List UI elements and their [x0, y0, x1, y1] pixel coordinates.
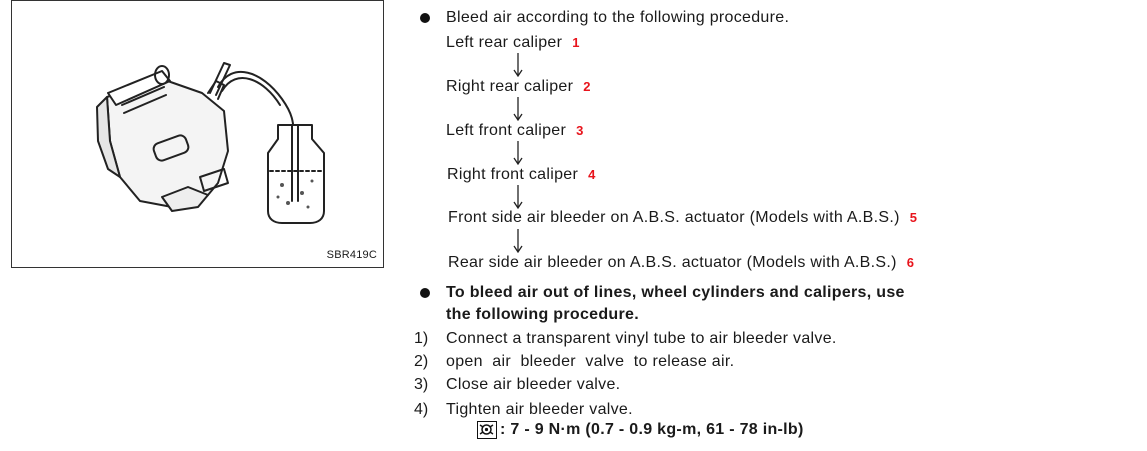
step-number: 3 [576, 123, 584, 138]
step-1 [446, 34, 580, 52]
step-label: Left rear caliper [446, 34, 563, 51]
procedure-step-3: Close air bleeder valve. [446, 376, 621, 393]
step-label: Front side air bleeder on A.B.S. actuator (Models with A.B.S.) [448, 209, 900, 226]
section1-intro: Bleed air according to the following procedure. [446, 9, 790, 26]
figure-box [11, 0, 384, 268]
down-arrow-icon [512, 53, 524, 77]
torque-wrench-icon [477, 421, 497, 439]
step-3 [446, 122, 584, 140]
brake-caliper-bleed-illustration [12, 1, 382, 266]
procedure-step-1: Connect a transparent vinyl tube to air bleeder valve. [446, 330, 837, 347]
step-2 [446, 78, 591, 96]
torque-wrench-glyph [478, 422, 495, 437]
down-arrow-icon [512, 185, 524, 209]
down-arrow-icon [512, 141, 524, 165]
step-number: 4 [588, 167, 596, 182]
step-number: 3) [414, 376, 429, 393]
step-number: 6 [906, 255, 915, 270]
section2-intro-line1: To bleed air out of lines, wheel cylinders and calipers, use [446, 284, 905, 301]
step-4 [447, 166, 596, 184]
procedure-step-4: Tighten air bleeder valve. [446, 401, 633, 418]
section2-intro-line2: the following procedure. [446, 306, 639, 323]
step-number: 4) [414, 401, 429, 418]
step-label: Rear side air bleeder on A.B.S. actuator (Models with A.B.S.) [448, 254, 897, 271]
step-number: 2 [583, 79, 591, 94]
step-6 [448, 254, 914, 272]
down-arrow-icon [512, 229, 524, 253]
figure-code: SBR419C [326, 249, 377, 261]
procedure-step-2: open air bleeder valve to release air. [446, 353, 735, 370]
step-5 [448, 209, 917, 227]
bullet-1 [420, 13, 430, 23]
step-number: 5 [909, 210, 918, 225]
step-number: 2) [414, 353, 429, 370]
step-label: Right front caliper [447, 166, 579, 183]
step-number: 1) [414, 330, 429, 347]
down-arrow-icon [512, 97, 524, 121]
torque-spec: : 7 - 9 N·m (0.7 - 0.9 kg-m, 61 - 78 in-lb) [500, 421, 804, 438]
bullet-2 [420, 288, 430, 298]
step-number: 1 [572, 35, 580, 50]
step-label: Left front caliper [446, 122, 567, 139]
step-label: Right rear caliper [446, 78, 574, 95]
